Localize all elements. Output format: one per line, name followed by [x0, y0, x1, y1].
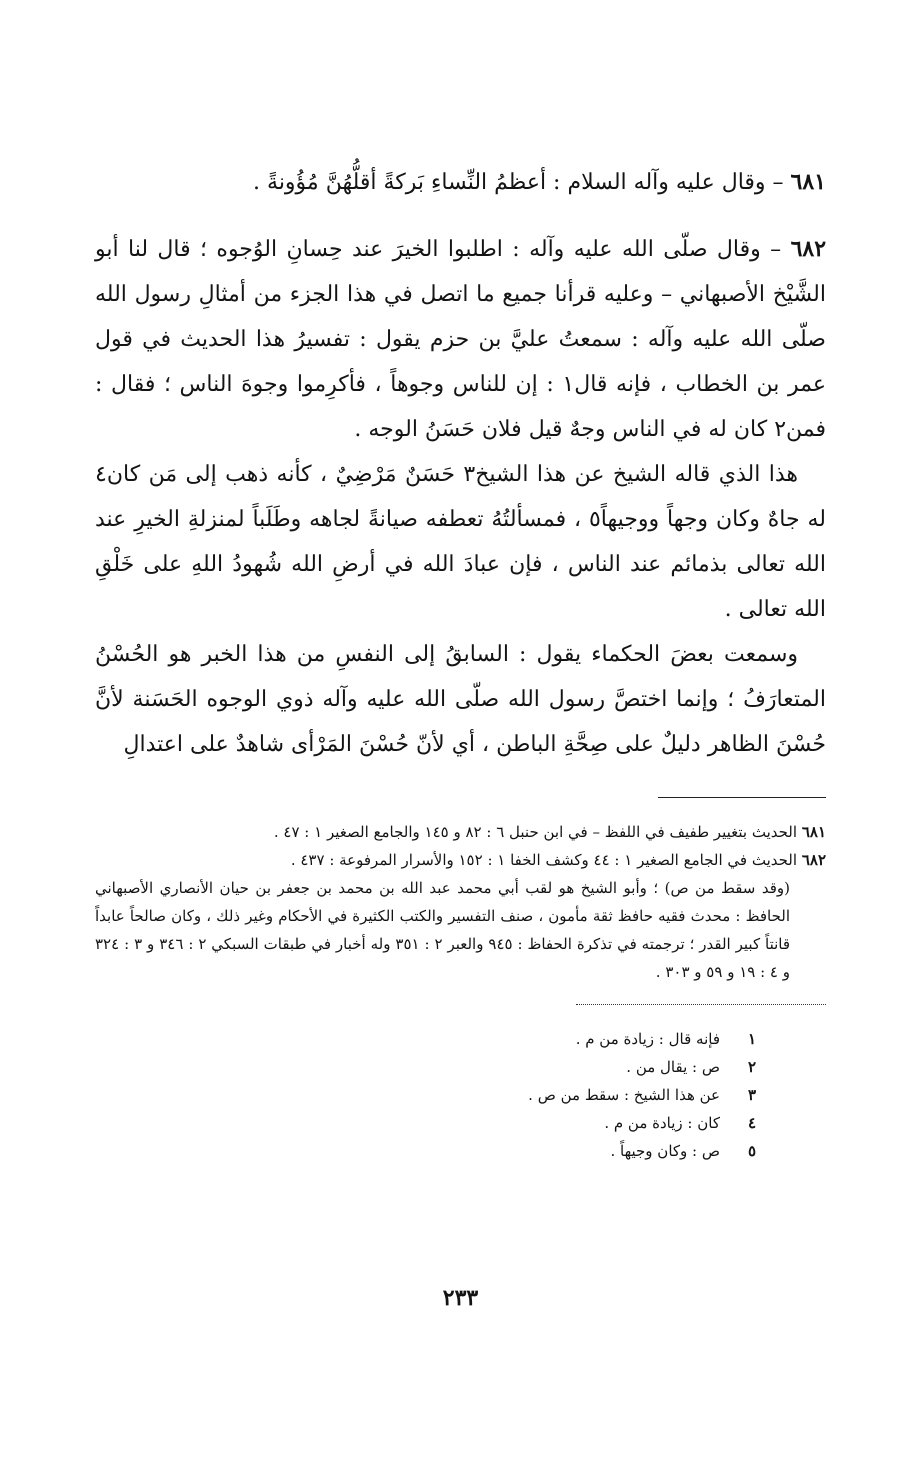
variant-text: ص : وكان وجيهاً .	[610, 1142, 720, 1160]
variant-number: ٢	[747, 1058, 756, 1076]
variant-number: ٤	[747, 1114, 756, 1132]
footnote-number: ٦٨١	[801, 823, 826, 841]
footnotes	[95, 818, 826, 986]
variants-separator	[576, 1004, 826, 1005]
hadith-entry-682	[95, 227, 826, 452]
footnote-number: ٦٨٢	[801, 851, 826, 869]
hadith-number: ٦٨٢	[790, 236, 827, 262]
variant-item	[95, 1081, 826, 1109]
variant-text: عن هذا الشيخ : سقط من ص .	[528, 1086, 720, 1104]
footnote-text: الحديث في الجامع الصغير ١ : ٤٤ وكشف الخفا ١ : ١٥٢ والأسرار المرفوعة : ٤٣٧ .	[290, 851, 798, 869]
footnote-681	[95, 818, 826, 846]
variant-item	[95, 1025, 826, 1053]
hadith-text: – وقال عليه وآله السلام : أعظمُ النِّساءِ بَركةً أقلُّهُنَّ مُؤُونةً .	[253, 170, 784, 195]
variant-item	[95, 1109, 826, 1137]
variant-item	[95, 1053, 826, 1081]
variant-item	[95, 1137, 826, 1165]
variant-text: فإنه قال : زيادة من م .	[575, 1030, 720, 1048]
variant-number: ٣	[747, 1086, 756, 1104]
page-number: ٢٣٣	[442, 1285, 479, 1311]
commentary-paragraph: وسمعت بعضَ الحكماء يقول : السابقُ إلى النفسِ من هذا الخبر هو الحُسْنُ المتعارَفُ ؛ وإنما اختصَّ رسول الله صلّى الله عليه وآله ذوي الوجوه الحَسَنة لأنَّ حُسْنَ الظاهر دليلٌ على صِحَّةِ الباطن ، أي لأنّ حُسْنَ المَرْأى شاهدٌ على اعتدالِ	[95, 642, 826, 757]
commentary-paragraph: هذا الذي قاله الشيخ عن هذا الشيخ٣ حَسَنٌ مَرْضِيٌ ، كأنه ذهب إلى مَن كان٤ له جاهٌ وكان وجهاً ووجيهاً٥ ، فمسألتُهُ تعطفه صيانةً لجاهه وطَلَباً لمنزلةِ الخيرِ عند الله تعالى بذمائم عند الناس ، فإن عبادَ الله في أرضِ الله شُهودُ اللهِ على خَلْقِ الله تعالى .	[95, 462, 826, 622]
hadith-number: ٦٨١	[790, 169, 826, 195]
footnote-682-continuation: (وقد سقط من ص) ؛ وأبو الشيخ هو لقب أبي محمد عبد الله بن محمد بن جعفر بن حيان الأنصاري الأصبهاني الحافظ : محدث فقيه حافظ ثقة مأمون ، صنف التفسير والكتب الكثيرة في الأحكام وغير ذلك ، وكان صالحاً عابداً قانتاً كبير القدر ؛ ترجمته في تذكرة الحفاظ : ٩٤٥ والعبر ٢ : ٣٥١ وله أخبار في طبقات السبكي ٢ : ٣٤٦ و ٣ : ٣٢٤ و ٤ : ١٩ و ٥٩ و ٣٠٣ .	[95, 879, 791, 981]
footnote-682	[95, 846, 826, 874]
hadith-text: – وقال صلّى الله عليه وآله : اطلبوا الخيرَ عند حِسانِ الوُجوه ؛ قال لنا أبو الشَّيْخ الأصبهاني – وعليه قرأنا جميع ما اتصل في هذا الجزء من أمثالِ رسول الله صلّى الله عليه وآله : سمعتُ عليَّ بن حزم يقول : تفسيرُ هذا الحديث في قول عمر بن الخطاب ، فإنه قال١ : إن للناس وجوهاً ، فأكرِموا وجوهَ الناس ؛ فقال : فمن٢ كان له في الناس وجهٌ قيل فلان حَسَنُ الوجه .	[95, 237, 826, 442]
variant-readings	[95, 1025, 826, 1165]
footnote-separator	[658, 797, 826, 798]
variant-text: كان : زيادة من م .	[604, 1114, 720, 1132]
page-body	[95, 160, 826, 1477]
variant-number: ١	[747, 1030, 756, 1048]
hadith-entry-681	[95, 160, 826, 205]
variant-text: ص : يقال من .	[626, 1058, 720, 1076]
footnote-text: الحديث بتغيير طفيف في اللفظ – في ابن حنبل ٦ : ٨٢ و ١٤٥ والجامع الصغير ١ : ٤٧ .	[273, 823, 798, 841]
variant-number: ٥	[747, 1142, 756, 1160]
